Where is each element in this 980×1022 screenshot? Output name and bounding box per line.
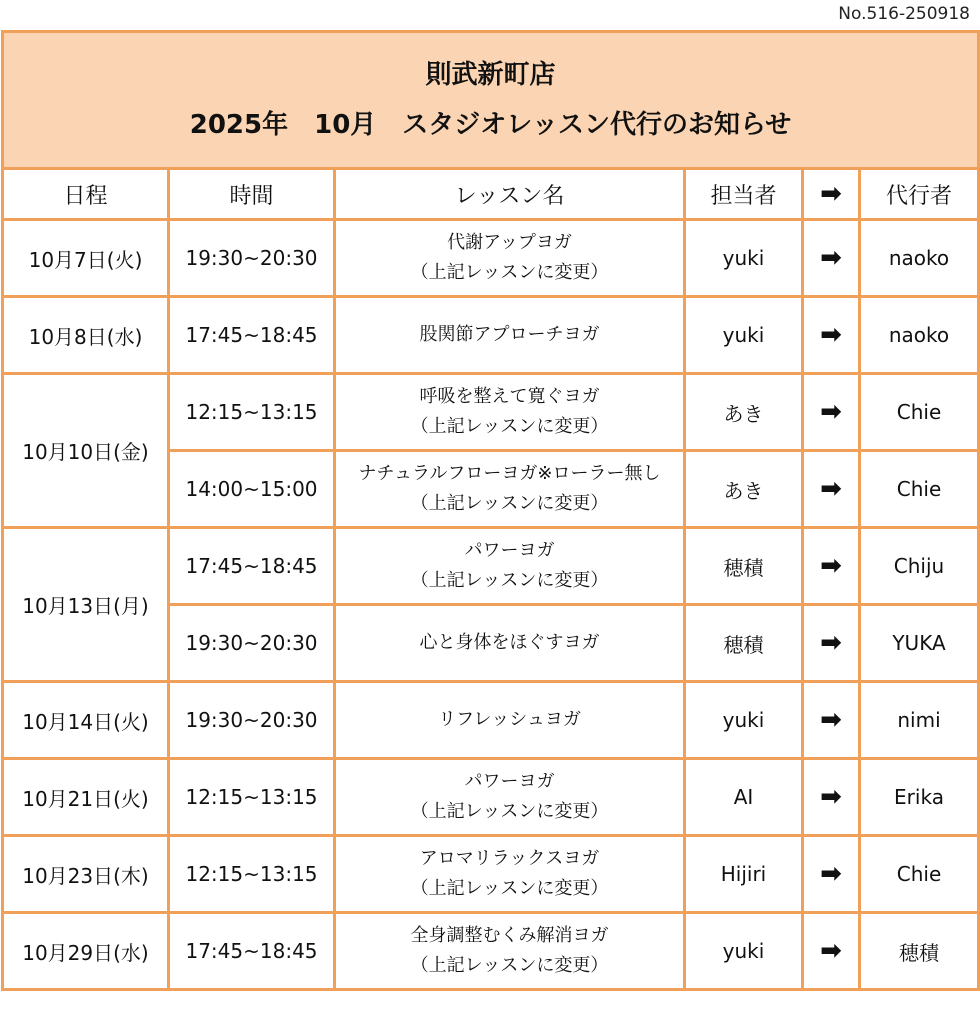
instructor-cell: あき xyxy=(685,374,803,451)
lesson-cell xyxy=(335,913,685,990)
table-row xyxy=(3,682,979,759)
header-time: 時間 xyxy=(169,169,335,220)
lesson-cell xyxy=(335,220,685,297)
lesson-name: アロマリラックスヨガ xyxy=(419,848,600,869)
time-cell: 19:30~20:30 xyxy=(169,682,335,759)
arrow-icon: ➡ xyxy=(803,836,860,913)
notice-title: 2025年 10月 スタジオレッスン代行のお知らせ xyxy=(189,110,792,140)
table-row xyxy=(3,836,979,913)
instructor-cell: yuki xyxy=(685,220,803,297)
table-row xyxy=(3,297,979,374)
time-cell: 19:30~20:30 xyxy=(169,220,335,297)
arrow-icon: ➡ xyxy=(803,374,860,451)
substitute-schedule-table xyxy=(1,30,980,991)
header-date: 日程 xyxy=(3,169,169,220)
notice-title-block xyxy=(3,32,979,169)
store-name: 則武新町店 xyxy=(425,60,556,90)
time-cell: 17:45~18:45 xyxy=(169,528,335,605)
substitute-cell: Chie xyxy=(860,374,979,451)
table-row xyxy=(3,220,979,297)
document-number: No.516-250918 xyxy=(838,4,970,24)
date-cell: 10月10日(金) xyxy=(3,374,169,528)
instructor-cell: 穂積 xyxy=(685,605,803,682)
header-lesson: レッスン名 xyxy=(335,169,685,220)
time-cell: 12:15~13:15 xyxy=(169,759,335,836)
instructor-cell: yuki xyxy=(685,682,803,759)
lesson-change-note: （上記レッスンに変更） xyxy=(410,878,609,899)
date-cell: 10月8日(水) xyxy=(3,297,169,374)
table-row xyxy=(3,528,979,605)
lesson-change-note: （上記レッスンに変更） xyxy=(410,262,609,283)
time-cell: 17:45~18:45 xyxy=(169,297,335,374)
arrow-icon: ➡ xyxy=(803,528,860,605)
time-cell: 12:15~13:15 xyxy=(169,374,335,451)
lesson-cell xyxy=(335,297,685,374)
substitute-cell: naoko xyxy=(860,297,979,374)
lesson-cell xyxy=(335,682,685,759)
arrow-icon: ➡ xyxy=(803,682,860,759)
arrow-icon: ➡ xyxy=(803,605,860,682)
substitute-cell: 穂積 xyxy=(860,913,979,990)
header-instructor: 担当者 xyxy=(685,169,803,220)
arrow-icon: ➡ xyxy=(803,913,860,990)
lesson-cell xyxy=(335,605,685,682)
instructor-cell: Hijiri xyxy=(685,836,803,913)
date-cell: 10月13日(月) xyxy=(3,528,169,682)
lesson-change-note: （上記レッスンに変更） xyxy=(410,801,609,822)
substitute-cell: Erika xyxy=(860,759,979,836)
time-cell: 19:30~20:30 xyxy=(169,605,335,682)
arrow-icon: ➡ xyxy=(803,297,860,374)
date-cell: 10月14日(火) xyxy=(3,682,169,759)
lesson-name: パワーヨガ xyxy=(464,540,555,561)
lesson-change-note: （上記レッスンに変更） xyxy=(410,955,609,976)
instructor-cell: yuki xyxy=(685,297,803,374)
schedule-body xyxy=(3,220,979,990)
substitute-cell: nimi xyxy=(860,682,979,759)
instructor-cell: 穂積 xyxy=(685,528,803,605)
lesson-cell xyxy=(335,759,685,836)
substitute-cell: Chie xyxy=(860,451,979,528)
time-cell: 17:45~18:45 xyxy=(169,913,335,990)
instructor-cell: AI xyxy=(685,759,803,836)
lesson-change-note: （上記レッスンに変更） xyxy=(410,570,609,591)
table-row xyxy=(3,374,979,451)
lesson-change-note: （上記レッスンに変更） xyxy=(410,493,609,514)
lesson-name: 股関節アプローチヨガ xyxy=(419,324,600,345)
lesson-cell xyxy=(335,374,685,451)
lesson-name: リフレッシュヨガ xyxy=(438,709,581,730)
arrow-icon: ➡ xyxy=(803,759,860,836)
arrow-icon: ➡ xyxy=(803,220,860,297)
substitute-cell: naoko xyxy=(860,220,979,297)
instructor-cell: yuki xyxy=(685,913,803,990)
lesson-name: 呼吸を整えて寛ぐヨガ xyxy=(419,386,600,407)
lesson-name: パワーヨガ xyxy=(464,771,555,792)
lesson-cell xyxy=(335,836,685,913)
date-cell: 10月29日(水) xyxy=(3,913,169,990)
substitute-cell: Chie xyxy=(860,836,979,913)
arrow-icon: ➡ xyxy=(803,451,860,528)
date-cell: 10月21日(火) xyxy=(3,759,169,836)
lesson-name: 代謝アップヨガ xyxy=(447,232,572,253)
date-cell: 10月23日(木) xyxy=(3,836,169,913)
lesson-change-note: （上記レッスンに変更） xyxy=(410,416,609,437)
lesson-name: 心と身体をほぐすヨガ xyxy=(419,632,600,653)
time-cell: 14:00~15:00 xyxy=(169,451,335,528)
instructor-cell: あき xyxy=(685,451,803,528)
substitute-notice-sheet xyxy=(1,30,977,991)
date-cell: 10月7日(火) xyxy=(3,220,169,297)
table-row xyxy=(3,913,979,990)
substitute-cell: YUKA xyxy=(860,605,979,682)
lesson-name: 全身調整むくみ解消ヨガ xyxy=(410,925,609,946)
time-cell: 12:15~13:15 xyxy=(169,836,335,913)
table-row xyxy=(3,759,979,836)
lesson-cell xyxy=(335,528,685,605)
header-substitute: 代行者 xyxy=(860,169,979,220)
substitute-cell: Chiju xyxy=(860,528,979,605)
header-arrow-icon: ➡ xyxy=(803,169,860,220)
lesson-cell xyxy=(335,451,685,528)
lesson-name: ナチュラルフローヨガ※ローラー無し xyxy=(358,463,661,484)
table-header-row xyxy=(3,169,979,220)
